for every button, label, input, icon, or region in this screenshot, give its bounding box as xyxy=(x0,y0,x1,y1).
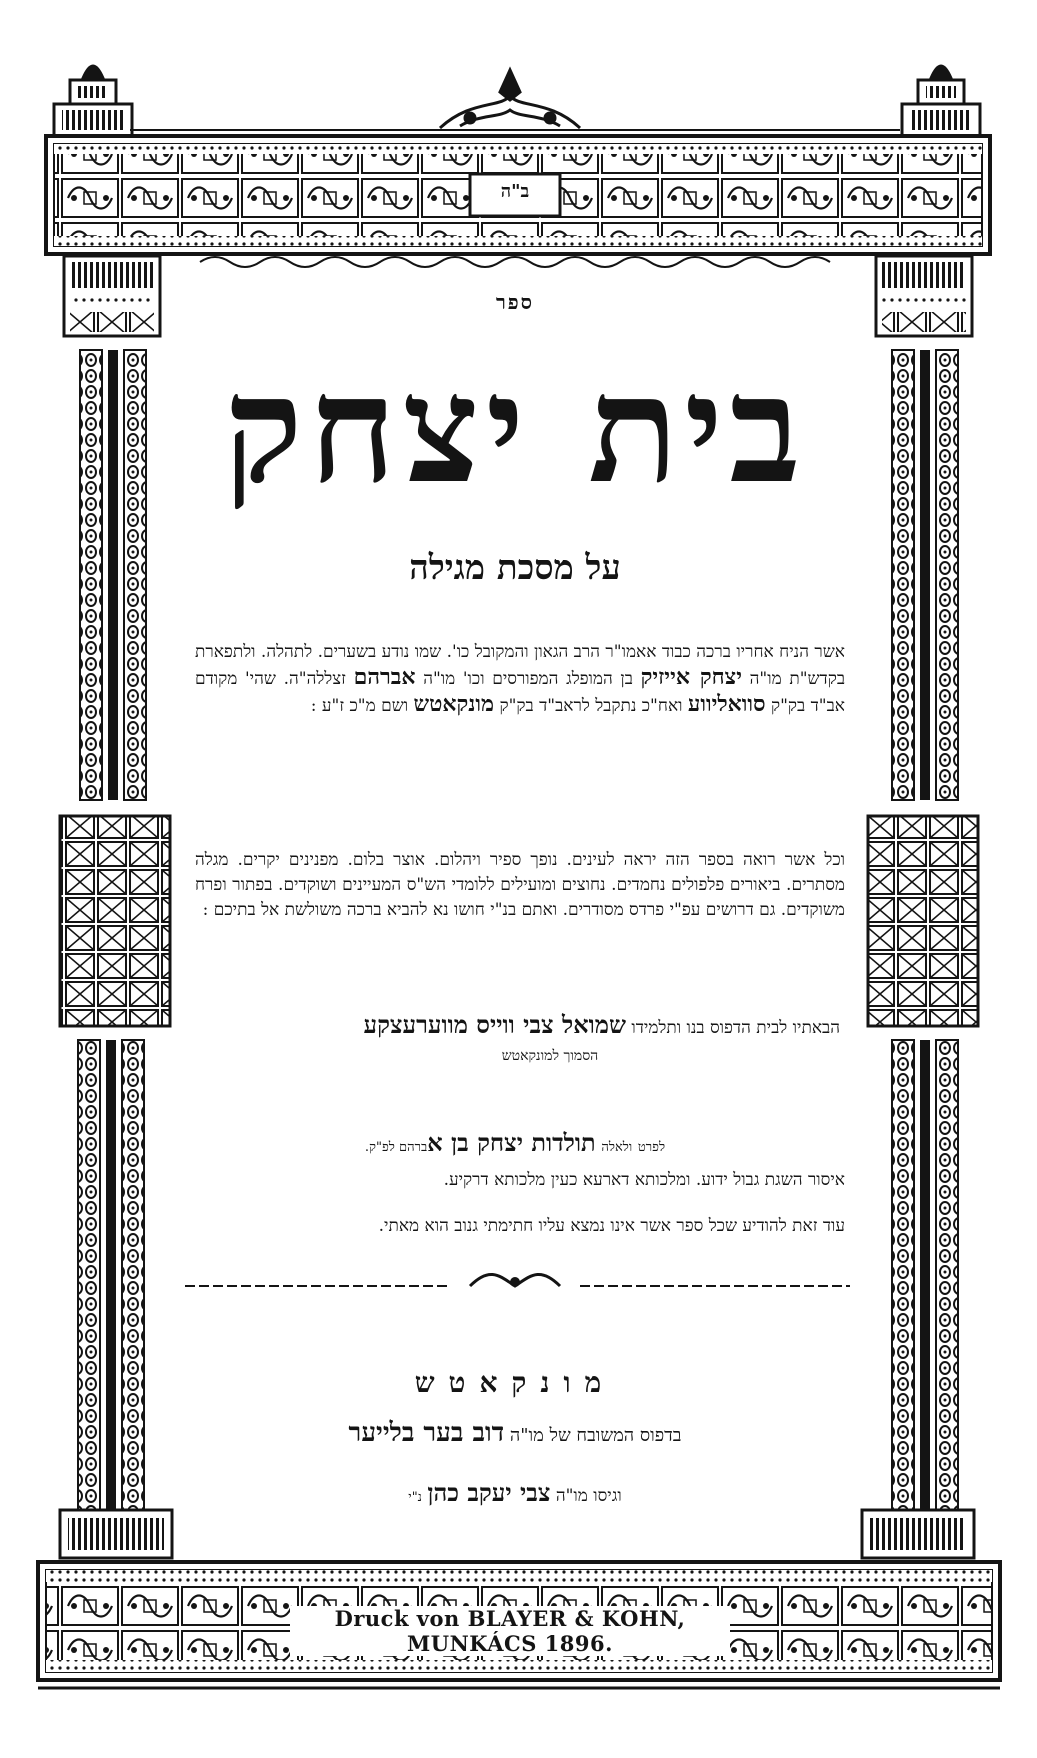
book-title: בית יצחק xyxy=(223,342,807,516)
author-town1: סוואליווע xyxy=(687,691,766,717)
author-mid: זצללה"ה. שהי' מקודם אב"ד בק"ק xyxy=(195,669,845,716)
year-mid: ולאלה xyxy=(601,1140,633,1155)
author-town2: מונקאטש xyxy=(413,691,495,717)
author-intro: אשר הניח אחריו ברכה כבוד אאמו"ר הרב הגאון והמקובל כו'. שמו נודע בשערים. לתהלה. ולתפארת בקדש"ת מו"ה xyxy=(195,642,846,689)
brought-name: שמואל צבי ווייס מווערעצקע xyxy=(363,1010,626,1039)
author-paragraph xyxy=(195,640,845,719)
setter-post: נ"י xyxy=(408,1490,422,1505)
book-subtitle: על מסכת מגילה xyxy=(409,548,621,588)
setter-name: צבי יעקב כהן xyxy=(427,1478,551,1507)
press-name: דוב בער בלייער xyxy=(348,1418,505,1448)
brought-line xyxy=(200,1010,840,1040)
author-end: ושם מ"כ ז"ע : xyxy=(310,696,409,716)
issur-line: איסור השגת גבול ידוע. ומלכותא דארעא כעין מלכותא דרקיע. xyxy=(443,1170,845,1190)
brought-text: הבאתיו לבית הדפוס בנו ותלמידו xyxy=(631,1018,840,1038)
setter-line xyxy=(175,1478,855,1508)
year-words: תולדות יצחק בן א xyxy=(427,1128,596,1157)
setter-pre: וגיסו מו"ה xyxy=(555,1486,622,1506)
press-pre: בדפוס המשובח של מו"ה xyxy=(509,1425,682,1446)
author-mid2: ואח"כ נתקבל לראב"ד בק"ק xyxy=(499,696,683,716)
warning-line: עוד זאת להודיע שכל ספר אשר אינו נמצא עליו חתימתי גנוב הוא מאתי. xyxy=(378,1216,845,1236)
year-line xyxy=(175,1128,855,1158)
press-line xyxy=(175,1418,855,1448)
city-name: מונקאטש xyxy=(414,1366,616,1399)
author-name: יצחק אייזיק xyxy=(640,664,742,690)
author-ben: בן המופלג המפורסים וכו' מו"ה xyxy=(423,669,633,689)
year-post: ברהם לפ"ק. xyxy=(364,1140,428,1155)
brought-sub: הסמוך למונקאטש xyxy=(501,1048,599,1064)
author-father: אברהם xyxy=(353,664,416,690)
year-pre: לפרט xyxy=(637,1140,666,1155)
top-cartouche-label: ב"ה xyxy=(500,181,530,202)
praise-paragraph: וכל אשר רואה בספר הזה יראה לעינים. נופך ספיר ויהלום. אוצר בלום. מפנינים יקרים. מגלה מסתרים. ביאורים פלפולים נחמדים. נחוצים ומועילים ללומדי הש"ס המעיינים ושוקדים. בפתור ופרח משוקדים. גם דרושים עפ"י פרדס מסודרים. ואתם בנ"י חושו נא להביא ברכה משולשת אל בתיכם : xyxy=(195,850,845,920)
printer-imprint: Druck von BLAYER & KOHN, MUNKÁCS 1896. xyxy=(290,1606,730,1656)
sefer-label: ספר xyxy=(495,290,535,314)
